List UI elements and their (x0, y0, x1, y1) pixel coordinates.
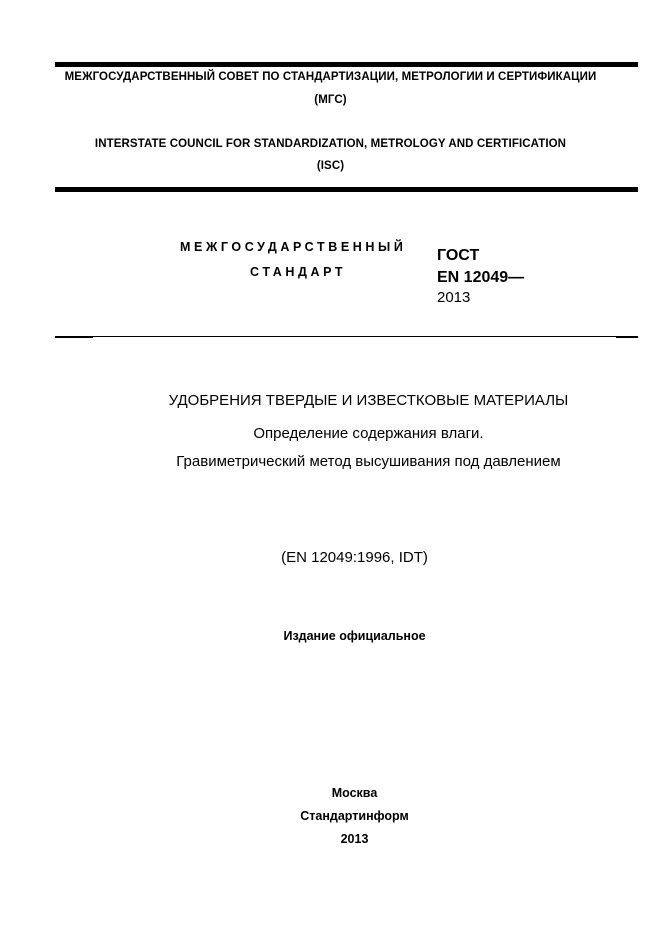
standard-type-line1: МЕЖГОСУДАРСТВЕННЫЙ (180, 240, 407, 254)
source-reference: (EN 12049:1996, IDT) (281, 549, 428, 566)
divider-rule (55, 336, 638, 337)
imprint-publisher: Стандартинформ (300, 809, 409, 823)
imprint-city: Москва (331, 786, 378, 800)
council-abbr-en: (ISC) (316, 160, 345, 172)
standard-type-line2: СТАНДАРТ (250, 265, 347, 279)
council-abbr-ru: (МГС) (314, 94, 347, 106)
header-bottom-rule (55, 187, 638, 192)
gost-year: 2013 (437, 289, 471, 306)
edition-note: Издание официальное (283, 629, 426, 643)
document-title: УДОБРЕНИЯ ТВЕРДЫЕ И ИЗВЕСТКОВЫЕ МАТЕРИАЛЫ (168, 392, 569, 409)
document-subtitle-2: Гравиметрический метод высушивания под давлением (176, 453, 561, 470)
divider-rule-left-accent (55, 336, 93, 338)
council-name-ru: МЕЖГОСУДАРСТВЕННЫЙ СОВЕТ ПО СТАНДАРТИЗАЦИИ, МЕТРОЛОГИИ И СЕРТИФИКАЦИИ (64, 71, 597, 83)
gost-number: EN 12049— (437, 269, 525, 286)
divider-rule-right-accent (616, 336, 638, 338)
document-subtitle-1: Определение содержания влаги. (253, 425, 484, 442)
top-rule (55, 62, 638, 67)
gost-prefix: ГОСТ (437, 247, 480, 264)
council-name-en: INTERSTATE COUNCIL FOR STANDARDIZATION, METROLOGY AND CERTIFICATION (94, 138, 567, 150)
imprint-year: 2013 (340, 832, 369, 846)
